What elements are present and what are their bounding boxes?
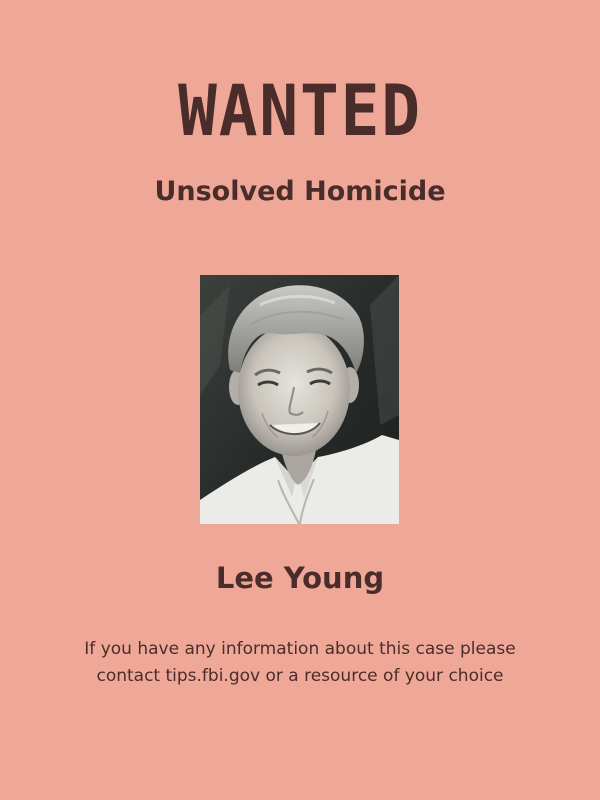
portrait-photo [200,275,399,524]
headline-wanted: WANTED [178,70,422,152]
contact-note [40,636,560,690]
subheadline-case-type: Unsolved Homicide [154,176,446,207]
contact-note-line-2: contact tips.fbi.gov or a resource of your choice [96,666,504,686]
contact-note-line-1: If you have any information about this case please [84,639,516,659]
subject-name: Lee Young [215,561,385,595]
